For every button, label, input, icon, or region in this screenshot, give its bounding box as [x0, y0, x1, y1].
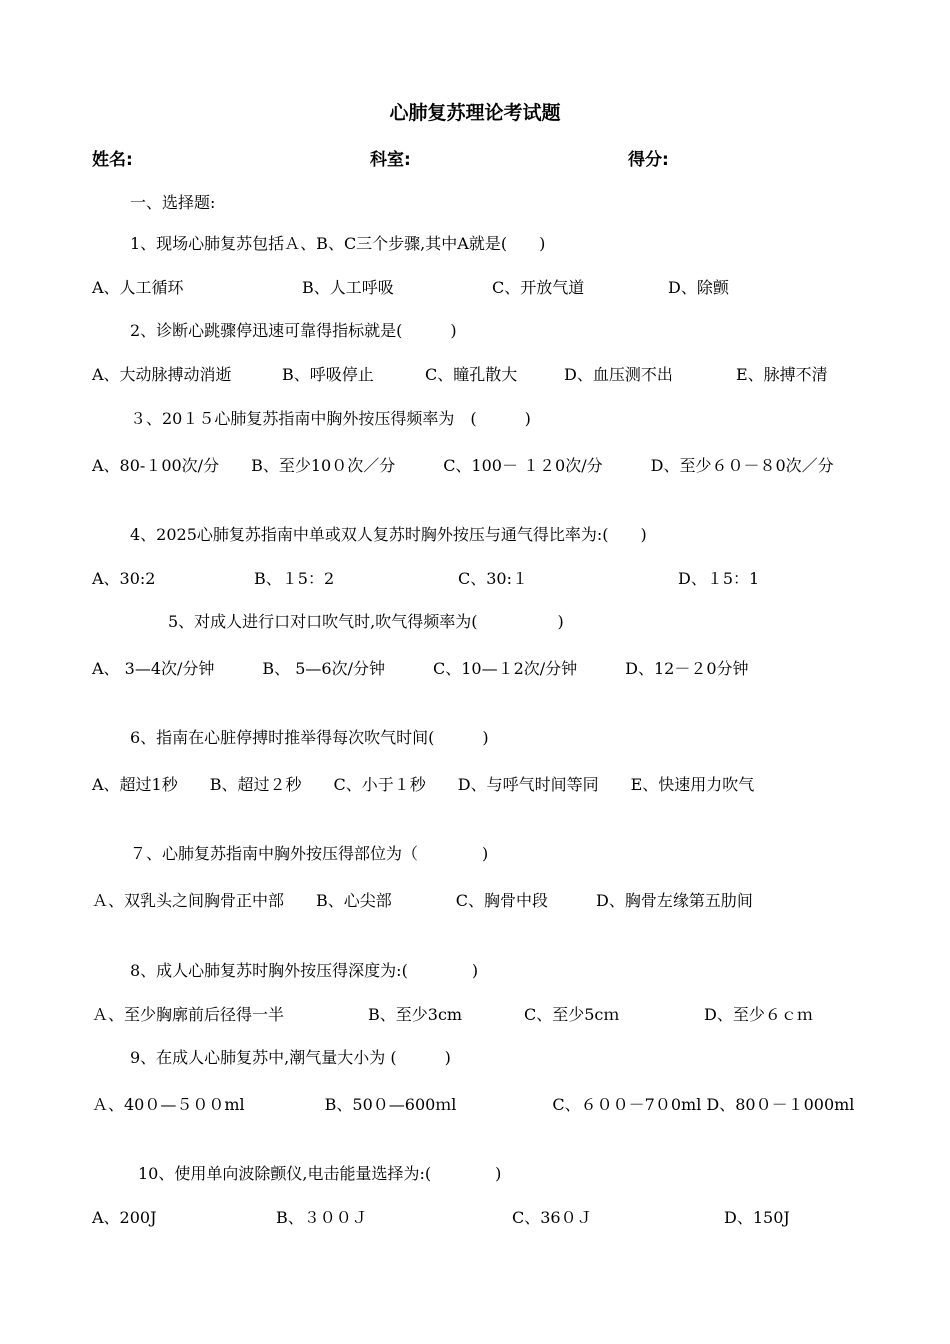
option-a: A、200J	[92, 1208, 157, 1227]
question-text: 1、现场心肺复苏包括Ａ、B、C三个步骤,其中A就是( )	[130, 234, 546, 253]
score-label: 得分:	[628, 150, 669, 170]
option-d: D、除颤	[668, 278, 729, 297]
options-text: A、超过1秒 B、超过２秒 C、小于１秒 D、与呼气时间等同 E、快速用力吹气	[92, 775, 755, 794]
option-a: Ａ、至少胸廓前后径得一半	[92, 1005, 285, 1024]
option-d: D、血压测不出	[564, 365, 673, 384]
options-text: A、 3—4次/分钟 B、 5—6次/分钟 C、10—１2次/分钟 D、12－２0分钟	[92, 659, 749, 678]
options-row	[92, 568, 862, 590]
question-8	[92, 960, 862, 1026]
option-b: B、人工呼吸	[302, 278, 394, 297]
option-c: C、30:１	[458, 569, 528, 588]
question-text: 8、成人心肺复苏时胸外按压得深度为:( )	[130, 961, 479, 980]
question-3	[92, 408, 862, 480]
question-text: 4、2025心肺复苏指南中单或双人复苏时胸外按压与通气得比率为:( )	[130, 525, 647, 544]
option-d: D、１5：1	[678, 569, 760, 588]
options-row	[92, 1004, 862, 1026]
name-label: 姓名:	[92, 150, 133, 170]
option-e: E、脉搏不清	[736, 365, 828, 384]
option-c: C、36０Ｊ	[512, 1208, 593, 1227]
question-7	[92, 843, 862, 915]
question-1	[92, 233, 862, 299]
option-c: C、瞳孔散大	[425, 365, 518, 384]
options-row	[92, 277, 862, 299]
option-b: B、１5：2	[254, 569, 335, 588]
question-text: 9、在成人心肺复苏中,潮气量大小为 ( )	[130, 1048, 451, 1067]
question-text: 5、对成人进行口对口吹气时,吹气得频率为( )	[168, 612, 564, 631]
dept-label: 科室:	[370, 150, 411, 170]
question-text: 2、诊断心跳骤停迅速可靠得指标就是( )	[130, 321, 457, 340]
question-9	[92, 1047, 862, 1119]
question-text: ３、20１５心肺复苏指南中胸外按压得频率为 ( )	[130, 409, 531, 428]
options-row	[92, 1207, 862, 1229]
question-text: ７、心肺复苏指南中胸外按压得部位为（ )	[130, 844, 489, 863]
options-text: Ａ、双乳头之间胸骨正中部 B、心尖部 C、胸骨中段 D、胸骨左缘第五肋间	[92, 891, 753, 910]
options-text: Ａ、40０—５００ml B、50０—600ｍl C、６００－7０0ml D、80０－１000ml	[92, 1095, 855, 1114]
options-text: A、80-１00次/分 B、至少10０次／分 C、100－ １２0次/分 D、至少６０－８0次／分	[92, 456, 834, 475]
question-2	[92, 320, 862, 386]
question-6	[92, 727, 862, 799]
option-d: D、至少６ｃｍ	[704, 1005, 813, 1024]
section-heading: 一、选择题:	[130, 193, 216, 212]
question-5	[92, 611, 862, 683]
option-c: C、至少5cｍ	[524, 1005, 620, 1024]
question-text: 6、指南在心脏停搏时推举得每次吹气时间( )	[130, 728, 489, 747]
question-text: 10、使用单向波除颤仪,电击能量选择为:( )	[138, 1164, 502, 1183]
option-d: D、150J	[724, 1208, 790, 1227]
question-10	[92, 1163, 862, 1229]
page-title: 心肺复苏理论考试题	[389, 102, 561, 124]
question-4	[92, 524, 862, 590]
option-a: A、30:2	[92, 569, 156, 588]
options-row	[92, 364, 862, 386]
option-a: A、大动脉搏动消逝	[92, 365, 232, 384]
option-b: B、３００Ｊ	[276, 1208, 368, 1227]
option-b: B、至少3cm	[368, 1005, 463, 1024]
option-c: C、开放气道	[492, 278, 585, 297]
option-a: A、人工循环	[92, 278, 184, 297]
option-b: B、呼吸停止	[282, 365, 374, 384]
